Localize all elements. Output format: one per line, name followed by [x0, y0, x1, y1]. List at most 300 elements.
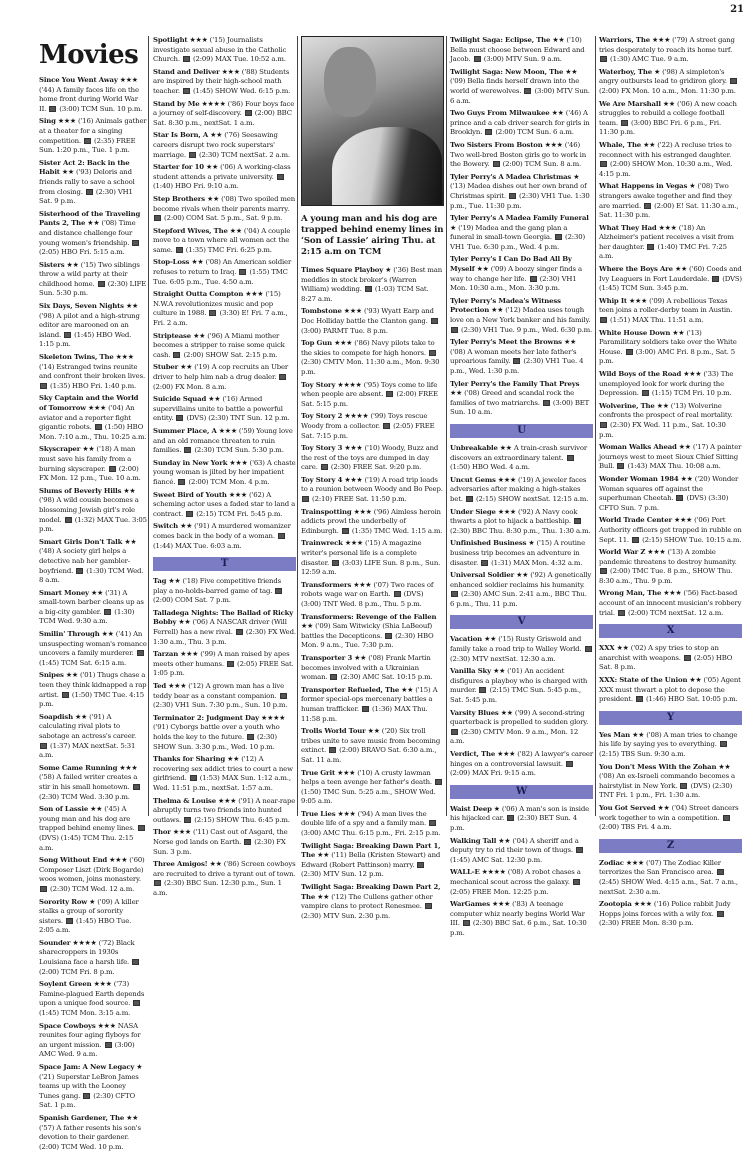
airing-schedule: (2:00) TBS Fri. 4 a.m.: [599, 823, 672, 832]
movie-title: Transporter Refueled, The: [301, 685, 400, 694]
movie-description: ('92) A Navy cook thwarts a plot to hijack a battleship.: [450, 507, 578, 526]
closed-caption-icon: [383, 423, 390, 429]
movie-title: Twilight Saga: New Moon, The: [450, 67, 564, 76]
movie-title: Tyler Perry's Madea's Witness Protection: [450, 296, 561, 315]
movie-description: ('10) A crusty lawman helps a teen avenge her father's death.: [301, 768, 432, 787]
closed-caption-icon: [186, 511, 193, 517]
photo-dog: [332, 127, 442, 206]
airing-schedule: (2:30) BBC Sun. 12:30 p.m., Sun. 1 a.m.: [153, 879, 282, 897]
closed-caption-icon: [83, 1093, 90, 1099]
movie-listing: [153, 36, 296, 65]
closed-caption-icon: [647, 244, 654, 250]
movie-description: ('91) A murdered womanizer comes back in the body of a woman.: [153, 522, 291, 540]
movie-listing: [153, 577, 296, 606]
movie-title: Sunday in New York: [153, 458, 228, 467]
star-rating: ★★: [500, 708, 513, 717]
movie-title: What They Had: [599, 223, 657, 232]
movie-title: Thanks for Sharing: [153, 755, 226, 764]
movie-description: ('57) A father resents his son's devotion to their gardener.: [39, 1123, 141, 1142]
movie-listing: [39, 671, 147, 709]
airing-schedule: (1:40) HBO Fri. 9:10 a.m.: [153, 182, 239, 191]
star-rating: ★: [573, 172, 580, 181]
closed-caption-icon: [137, 650, 144, 656]
movie-title: Sorority Row: [39, 897, 88, 906]
son-of-lassie-photo: [301, 36, 444, 206]
movie-title: Warriors, The: [599, 36, 650, 44]
airing-schedule: (1:15) TCM Fri. 10 p.m.: [651, 389, 732, 398]
movie-title: Switch: [153, 522, 179, 531]
movie-listing: [153, 682, 296, 711]
movie-title: Sing: [39, 117, 56, 126]
airing-schedule: (2:45) SHOW Wed. 4:15 a.m., Sat. 7 a.m., nextSat. 2:30 a.m.: [599, 877, 738, 896]
movie-description: ('92) A genetically enhanced soldier reclaims his humanity.: [450, 571, 592, 589]
section-letter: U: [450, 424, 593, 438]
airing-schedule: (2:15) SHOW Tue. 10:15 a.m.: [642, 535, 742, 544]
closed-caption-icon: [76, 568, 83, 574]
star-rating: ★★★: [245, 290, 264, 299]
movie-description: ('62) A scheming actor uses a faded star to land a contract.: [153, 490, 296, 518]
movie-title: Top Gun: [301, 339, 333, 348]
movie-title: WarGames: [450, 900, 490, 909]
star-rating: ★★★: [115, 353, 134, 362]
page-title: Movies: [39, 40, 139, 70]
closed-caption-icon: [84, 138, 91, 144]
movie-description: ('07) Two races of robots wage war on Earth.: [301, 580, 434, 599]
star-rating: ★★★: [87, 404, 107, 412]
movie-listing: [450, 173, 593, 211]
star-rating: ★★★: [228, 490, 247, 499]
movie-listing: [153, 100, 296, 129]
movie-description: ('86) Screen cowboys are recruited to drive a tyrant out of town.: [153, 860, 296, 878]
star-rating: ★★★: [497, 750, 516, 758]
closed-caption-icon: [435, 779, 442, 785]
airing-schedule: (1:35) TMC Wed. 1:15 a.m.: [351, 526, 443, 535]
airing-schedule: (2:15) TCM Fri. 5:45 p.m.: [196, 509, 283, 518]
movie-listing: [599, 36, 742, 65]
movie-description: ('09) A boozy singer finds a way to change her life.: [450, 265, 582, 283]
star-rating: ★★: [229, 226, 242, 235]
movie-listing: [599, 644, 742, 673]
movie-title: Wild Boys of the Road: [599, 370, 682, 378]
movie-title: XXX: State of the Union: [599, 676, 688, 685]
star-rating: ★★: [498, 836, 511, 845]
movie-title: Since You Went Away: [39, 76, 118, 84]
airing-schedule: (2:30) FX Wed. 1:30 a.m., Thu. 3 p.m.: [153, 628, 296, 646]
movie-listing: [39, 589, 147, 627]
closed-caption-icon: [485, 129, 492, 135]
movie-title: Trolls World Tour: [301, 727, 366, 736]
star-rating: ★★: [124, 537, 137, 546]
movie-title: Varsity Blues: [450, 708, 499, 717]
star-rating: ★★★: [337, 768, 356, 777]
movie-description: ('41) An unsuspecting woman's romance uncovers a family murderer.: [39, 630, 147, 658]
closed-caption-icon: [543, 400, 550, 406]
star-rating: ★★★: [663, 589, 682, 598]
airing-schedule: (2:00) FREE Sat. 5:15 p.m.: [301, 390, 438, 408]
star-rating: ★★★: [647, 548, 666, 557]
closed-caption-icon: [632, 537, 639, 543]
airing-schedule: (2:30) MTV nextSat. 12:30 a.m.: [450, 654, 556, 663]
airing-schedule: (3:00) BBC Fri. 6 p.m., Fri. 11:30 p.m.: [599, 118, 721, 137]
airing-schedule: (2:30) LIFE Sun. 5:30 p.m.: [39, 279, 147, 298]
movie-listing: [599, 548, 742, 586]
movie-title: Wonder Woman 1984: [599, 474, 679, 483]
star-rating: ★★★: [180, 650, 199, 659]
movie-description: ('15) A routine business trip becomes an adventure in disaster.: [450, 539, 585, 567]
movie-description: ('60) Coeds and Ivy Leaguers in Fort Lauderdale.: [599, 265, 742, 283]
closed-caption-icon: [463, 920, 470, 926]
closed-caption-icon: [507, 815, 514, 821]
closed-caption-icon: [329, 747, 336, 753]
movie-description: ('15) A magazine writer's personal life is a complete disaster.: [301, 539, 422, 567]
star-rating: ★★: [643, 140, 656, 149]
airing-schedule: (3:00) AMC Fri. 8 p.m., Sat. 5 p.m.: [599, 347, 735, 366]
movie-listing: [301, 727, 444, 765]
star-rating: ★★★: [229, 458, 248, 467]
star-rating: ★★★: [353, 507, 372, 516]
movie-title: We Are Marshall: [599, 99, 661, 108]
movie-listing: [153, 68, 296, 97]
movie-description: ('12) The Cullens gather other vampire clans to protect Renesmee.: [301, 892, 433, 911]
star-rating: ★★★: [337, 809, 356, 818]
movie-description: ('72) Black sharecroppers in 1930s Louisiana face a harsh life.: [39, 938, 135, 967]
star-rating: ★★: [61, 168, 74, 177]
movie-description: ('06) A working-class student attends a private university.: [153, 163, 291, 181]
airing-schedule: (2:09) MAX Tue. 10:52 a.m.: [192, 55, 286, 64]
airing-schedule: (2:30) MTV Sun. 12 p.m.: [301, 870, 384, 879]
movie-title: Wolverine, The: [599, 401, 655, 410]
movie-listing: [39, 302, 147, 350]
airing-schedule: (2:00) TMC Tue. 8 p.m., SHOW Thu. 8:30 a.m., Thu. 9 p.m.: [599, 567, 733, 585]
movie-title: True Grit: [301, 768, 336, 777]
movie-listing: [39, 898, 147, 936]
airing-schedule: (1:53) MAX Sun. 1:12 a.m., Wed. 11:51 p.m., nextSat. 1:57 a.m.: [153, 774, 291, 792]
movie-description: ('12) A grown man has a live teddy bear as a constant companion.: [153, 682, 285, 700]
closed-caption-icon: [626, 349, 633, 355]
movie-description: ('46) Two well-bred Boston girls go to work in the Bowery.: [450, 140, 587, 169]
movie-description: ('95) Toys come to life when people are absent.: [301, 380, 438, 399]
closed-caption-icon: [133, 1000, 140, 1006]
movie-listing: [301, 539, 444, 577]
airing-schedule: (2:00) FX Mon. 8 a.m.: [153, 382, 227, 391]
airing-schedule: (3:00) MTV Sun. 9 a.m.: [483, 55, 562, 64]
movie-description: ('12) A recovering sex addict tries to court a new girlfriend.: [153, 755, 293, 783]
movie-title: Six Days, Seven Nights: [39, 302, 124, 311]
movie-listing: [450, 750, 593, 779]
movie-title: Suicide Squad: [153, 395, 207, 404]
movie-description: ('44) A family faces life on the home front during World War II.: [39, 85, 139, 113]
airing-schedule: (2:00) TCM Wed. 10 p.m.: [39, 1142, 124, 1151]
airing-schedule: (2:30) VH1 Tue. 9 p.m., Wed. 6:30 p.m.: [461, 325, 593, 334]
movie-description: ('10) Bella must choose between Edward and Jacob.: [450, 36, 585, 64]
star-rating: ★★: [180, 363, 193, 372]
movie-description: ('18) Five competitive friends play a no-holds-barred game of tag.: [153, 577, 281, 595]
movie-listing: [450, 444, 593, 473]
movie-title: Walking Tall: [450, 836, 497, 845]
movie-description: ('59) Young love and an old romance threaten to ruin families.: [153, 426, 293, 455]
airing-schedule: (1:35) TMC Fri. 6:25 p.m.: [185, 245, 272, 254]
movie-description: ('08) Frank Martin becomes involved with a Ukrainian woman.: [301, 653, 431, 682]
airing-schedule: (2:30) TCM Wed. 3:30 p.m.: [39, 792, 130, 801]
movie-title: World War Z: [599, 548, 646, 557]
star-rating: ★★: [210, 131, 223, 140]
star-rating: ★★: [75, 712, 88, 721]
closed-caption-icon: [365, 286, 372, 292]
movie-description: ('86) Navy pilots take to the skies to compete for high honors.: [301, 339, 435, 357]
movie-description: ('11) Bella (Kristen Stewart) and Edward (Robert Pattinson) marry.: [301, 851, 441, 869]
movie-listing: [301, 810, 444, 839]
star-rating: ★★: [662, 99, 675, 108]
movie-listing: [39, 76, 147, 114]
movie-listing: [599, 370, 742, 399]
movie-listing: [301, 307, 444, 336]
movie-description: ('88) Students are inspired by their high-school math teacher.: [153, 67, 290, 95]
listing-column-2: [153, 36, 296, 902]
closed-caption-icon: [600, 56, 607, 62]
star-rating: ★★: [123, 486, 136, 495]
movie-title: Sister Act 2: Back in the Habit: [39, 158, 130, 177]
closed-caption-icon: [676, 495, 683, 501]
star-rating: ★★: [493, 667, 506, 676]
movie-listing: [153, 363, 296, 392]
star-rating: ★★: [178, 618, 191, 627]
closed-caption-icon: [429, 350, 436, 356]
movie-title: Tyler Perry's the Family That Preys: [450, 379, 580, 388]
movie-listing: [153, 459, 296, 488]
closed-caption-icon: [600, 317, 607, 323]
movie-description: ('13) A zombie pandemic threatens to destroy humanity.: [599, 548, 737, 566]
star-rating: ★★: [66, 260, 79, 269]
movie-title: Snipes: [39, 671, 64, 680]
closed-caption-icon: [40, 886, 47, 892]
star-rating: ★★: [191, 258, 204, 267]
movie-description: ('15) Rusty Griswold and family take a road trip to Walley World.: [450, 635, 582, 654]
movie-title: Two Guys From Milwaukee: [450, 109, 550, 118]
movie-listing: [153, 609, 296, 647]
movie-title: XXX: [599, 644, 615, 653]
movie-listing: [599, 443, 742, 472]
airing-schedule: (2:00) FX Mon. 12 p.m., Tue. 10 a.m.: [39, 464, 141, 483]
airing-schedule: (2:30) BBC Sat. 6 p.m., Sat. 10:30 p.m.: [450, 919, 587, 937]
airing-schedule: (2:30) HBO Mon. 9 a.m., Tue. 7:30 p.m.: [301, 631, 434, 650]
movie-title: Wrong Man, The: [599, 589, 662, 598]
airing-schedule: (2:30) CMTV Mon. 9 a.m., Mon. 12 a.m.: [450, 727, 579, 746]
movie-title: Tombstone: [301, 307, 342, 316]
movie-listing: [301, 508, 444, 537]
star-rating: ★★: [205, 163, 219, 172]
airing-schedule: (2:00) FX Mon. 10 a.m., Mon. 11:30 p.m.: [599, 86, 736, 95]
movie-listing: [39, 713, 147, 761]
airing-schedule: (1:44) MAX Tue. 6:03 a.m.: [153, 541, 242, 550]
star-rating: ★★: [565, 67, 578, 76]
closed-caption-icon: [621, 120, 628, 126]
movie-title: Terminator 2: Judgment Day: [153, 713, 259, 722]
movie-description: ('06) A new coach struggles to rebuild a college football team.: [599, 99, 737, 127]
movie-description: ('04) Street dancers work together to win a competition.: [599, 803, 739, 822]
closed-caption-icon: [49, 106, 56, 112]
movie-listing: [450, 255, 593, 293]
movie-title: Spotlight: [153, 36, 188, 44]
movie-listing: [450, 837, 593, 866]
airing-schedule: (2:00) TCM Fri. 8 p.m.: [39, 967, 115, 976]
movie-description: ('20) Six troll tribes unite to save music from becoming extinct.: [301, 727, 441, 755]
movie-listing: [599, 804, 742, 833]
airing-schedule: (2:00) COM Sat. 5 p.m., Sat. 9 p.m.: [164, 214, 283, 223]
closed-caption-icon: [567, 455, 574, 461]
closed-caption-icon: [684, 655, 691, 661]
star-rating: ★★★★: [481, 868, 506, 877]
movie-listing: [599, 900, 742, 929]
movie-description: ('04) A couple move to a town where all women act the same.: [153, 226, 291, 254]
movie-title: Sweet Bird of Youth: [153, 490, 227, 499]
movie-listing: [599, 763, 742, 801]
closed-caption-icon: [394, 591, 401, 597]
star-rating: ★★★: [492, 900, 511, 909]
movie-title: Smart Girls Don't Talk: [39, 537, 123, 546]
airing-schedule: (3:00) PARMT Tue. 8 p.m.: [301, 326, 388, 335]
star-rating: ★★: [90, 588, 104, 597]
movie-listing: [153, 491, 296, 520]
airing-schedule: (1:31) MAX Mon. 4:32 a.m.: [491, 558, 583, 567]
airing-schedule: (3:00) AMC Thu. 6:15 p.m., Fri. 2:15 p.m.: [301, 829, 441, 838]
airing-schedule: (2:00) E! Sat. 11:30 a.m., Sat. 11:30 p.m.: [599, 201, 739, 220]
movie-description: ('79) A street gang tries desperately to reach its home turf.: [599, 36, 735, 54]
movie-title: Stuber: [153, 363, 179, 372]
movie-listing: [153, 860, 296, 898]
movie-description: ('73) Famine-plagued Earth depends upon a unique food source.: [39, 980, 145, 1008]
movie-title: Space Cowboys: [39, 1021, 96, 1030]
closed-caption-icon: [574, 518, 581, 524]
movie-listing: [301, 581, 444, 610]
movie-description: ('01) Thugs chase a teen they think kidnapped a rap artist.: [39, 671, 147, 699]
airing-schedule: (2:00) SHOW Sat. 2:15 p.m.: [183, 350, 278, 359]
movie-listing: [39, 1063, 147, 1111]
movie-description: ('09) Bella finds herself drawn into the world of werewolves.: [450, 77, 580, 95]
airing-schedule: (3:00) AMC Wed. 9 a.m.: [39, 1040, 135, 1059]
star-rating: ★★★★: [261, 713, 286, 722]
airing-schedule: (2:05) FREE Sat. 1:05 p.m.: [153, 659, 294, 678]
airing-schedule: (2:05) FREE Mon. 12:25 p.m.: [450, 887, 549, 896]
movie-description: ('13) Wolverine confronts the prospect of real mortality.: [599, 401, 733, 420]
movie-description: ('15) N.W.A revolutionizes music and pop culture in 1988.: [153, 290, 281, 318]
movie-listing: [450, 571, 593, 609]
closed-caption-icon: [280, 693, 287, 699]
airing-schedule: (2:30) TCM nextSat. 2 a.m.: [198, 150, 290, 159]
closed-caption-icon: [184, 447, 191, 453]
movie-description: ('09) Sam Witwicky (Shia LaBeouf) battles the Decepticons.: [301, 622, 433, 640]
star-rating: ★★: [491, 306, 504, 315]
movie-listing: [450, 508, 593, 537]
movie-title: Striptease: [153, 331, 192, 340]
closed-caption-icon: [429, 820, 436, 826]
airing-schedule: (2:30) CMTV Mon. 11:30 a.m., Mon. 9:30 p.m.: [301, 358, 440, 376]
star-rating: ★★: [101, 630, 114, 639]
star-rating: ★★: [193, 331, 206, 340]
star-rating: ★★★: [218, 426, 237, 435]
movie-title: Tyler Perry's A Madea Family Funeral: [450, 214, 589, 223]
movie-listing: [39, 538, 147, 586]
closed-caption-icon: [332, 560, 339, 566]
closed-caption-icon: [712, 276, 719, 282]
movie-title: Times Square Playboy: [301, 266, 384, 274]
movie-description: ('18) An Alzheimer's patient receives a visit from her daughter.: [599, 223, 734, 251]
movie-listing: [599, 475, 742, 513]
airing-schedule: (1:43) MAX Thu. 10:08 a.m.: [627, 462, 721, 471]
movie-title: White House Down: [599, 328, 671, 337]
movie-title: Stepford Wives, The: [153, 226, 228, 235]
movie-description: ('10) Woody, Buzz and the rest of the toys are dumped in day care.: [301, 444, 439, 472]
closed-caption-icon: [342, 528, 349, 534]
movie-description: ('08) A woman meets her late father's uproarious family.: [450, 347, 577, 366]
closed-caption-icon: [717, 869, 724, 875]
movie-description: ('99) Toys rescue Woody from a collector.: [301, 412, 428, 430]
closed-caption-icon: [618, 610, 625, 616]
movie-listing: [153, 522, 296, 551]
movie-description: ('07) The Zodiac Killer terrorizes the San Francisco area.: [599, 858, 721, 877]
airing-schedule: (2:10) FREE Sat. 11:50 p.m.: [312, 495, 407, 504]
star-rating: ★★: [90, 805, 103, 814]
star-rating: ★★: [180, 522, 193, 531]
movie-listing: [301, 412, 444, 441]
movie-title: Sky Captain and the World of Tomorrow: [39, 394, 139, 412]
section-letter: Z: [599, 839, 742, 853]
movie-description: ('93) Deloris and friends rally to save a school from closing.: [39, 168, 135, 196]
page-number: 21: [730, 4, 744, 15]
movie-title: Ted: [153, 682, 167, 691]
movie-listing: [153, 227, 296, 256]
photo-man: [324, 47, 376, 117]
closed-caption-icon: [576, 847, 583, 853]
movie-title: Whip It: [599, 296, 627, 305]
airing-schedule: (1:45) HBO Tue. 2:05 a.m.: [39, 916, 132, 935]
airing-schedule: (1:30) TCM Wed. 9:30 a.m.: [39, 607, 135, 626]
airing-schedule: (2:15) SHOW Thu. 6:45 p.m.: [194, 815, 290, 824]
column-divider: [446, 36, 447, 816]
movie-title: Unfinished Business: [450, 539, 527, 548]
closed-caption-icon: [109, 466, 116, 472]
closed-caption-icon: [40, 383, 47, 389]
movie-listing: [153, 427, 296, 456]
movie-title: Transformers: [301, 580, 352, 589]
star-rating: ★★★: [172, 828, 191, 837]
movie-title: Toy Story 3: [301, 444, 343, 453]
movie-listing: [450, 36, 593, 65]
movie-title: Spanish Gardener, The: [39, 1113, 125, 1122]
movie-title: Tyler Perry's A Madea Christmas: [450, 172, 572, 181]
airing-schedule: (1:40) TMC Fri. 7:25 a.m.: [599, 242, 727, 261]
movie-listing: [450, 338, 593, 376]
airing-schedule: (2:30) FREE Mon. 8:30 p.m.: [599, 919, 694, 928]
closed-caption-icon: [573, 879, 580, 885]
movie-listing: [450, 868, 593, 897]
star-rating: ★★: [317, 892, 330, 901]
movie-title: You Got Served: [599, 803, 656, 812]
airing-schedule: (2:30) TCM Wed. 12 a.m.: [50, 884, 135, 893]
closed-caption-icon: [40, 743, 47, 749]
airing-schedule: (DVS) (3:30) CFTO Sun. 7 p.m.: [599, 494, 729, 512]
airing-schedule: (2:30) VH1 Tue. 6:30 p.m., Wed. 4 p.m.: [450, 233, 585, 251]
star-rating: ★: [689, 182, 696, 191]
movie-title: Skeleton Twins, The: [39, 353, 114, 362]
closed-caption-icon: [451, 729, 458, 735]
movie-title: Sisterhood of the Traveling Pants 2, The: [39, 209, 141, 228]
closed-caption-icon: [451, 327, 458, 333]
section-letter: W: [450, 785, 593, 799]
closed-caption-icon: [479, 687, 486, 693]
movie-description: ('91) A calculating rival plots to sabotage an actress's career.: [39, 712, 137, 740]
movie-title: Zodiac: [599, 858, 624, 867]
movie-title: Starter for 10: [153, 163, 204, 172]
